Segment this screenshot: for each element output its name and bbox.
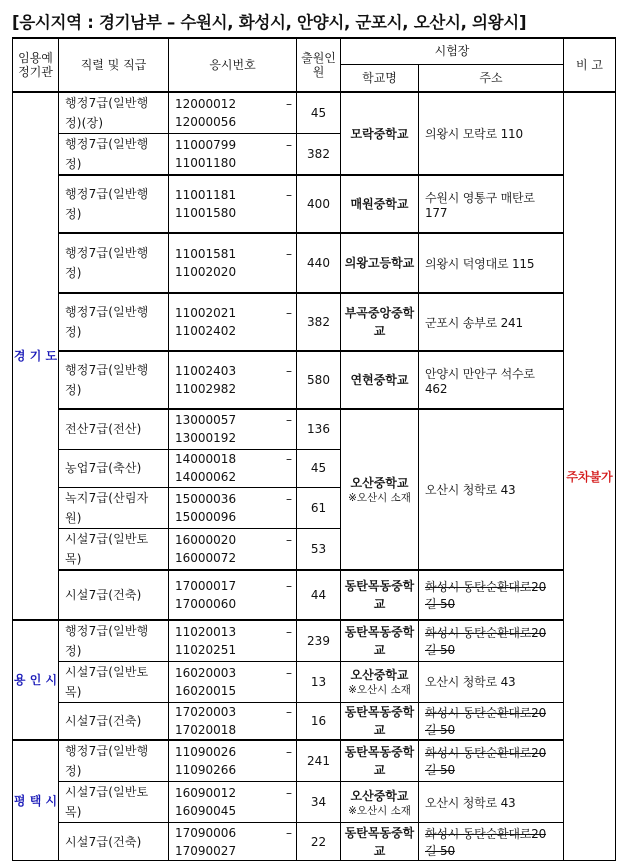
school-cell: 의왕고등학교 [341,233,419,293]
school-cell: 연현중학교 [341,351,419,409]
header-count: 출원인원 [297,38,341,92]
school-cell: 오산중학교 ※오산시 소재 [341,409,419,570]
count-cell: 400 [297,175,341,233]
job-cell: 행정7급(일반행정)(장) [59,92,169,134]
number-cell: 17020003 – 17020018 [169,702,297,740]
address-cell: 수원시 영통구 매탄로 177 [419,175,564,233]
number-cell: 17090006 – 17090027 [169,823,297,861]
job-cell: 시설7급(건축) [59,823,169,861]
org-yongin: 용 인 시 [13,620,59,741]
number-cell: 11000799 – 11001180 [169,134,297,176]
job-cell: 농업7급(축산) [59,449,169,487]
count-cell: 34 [297,782,341,823]
number-cell: 11002021 – 11002402 [169,293,297,351]
count-cell: 45 [297,92,341,134]
count-cell: 241 [297,740,341,782]
job-cell: 녹지7급(산림자원) [59,487,169,528]
count-cell: 580 [297,351,341,409]
number-cell: 11001181 – 11001580 [169,175,297,233]
school-cell: 모락중학교 [341,92,419,175]
job-cell: 행정7급(일반행정) [59,620,169,662]
count-cell: 53 [297,528,341,570]
count-cell: 382 [297,134,341,176]
number-cell: 13000057 – 13000192 [169,409,297,449]
count-cell: 382 [297,293,341,351]
address-cell: 군포시 송부로 241 [419,293,564,351]
school-cell: 동탄목동중학교 [341,702,419,740]
address-cell: 오산시 청학로 43 [419,661,564,702]
address-cell: 화성시 동탄순환대로20길 50 [419,620,564,662]
address-cell: 의왕시 덕영대로 115 [419,233,564,293]
header-school: 학교명 [341,64,419,92]
address-cell: 의왕시 모락로 110 [419,92,564,175]
job-cell: 시설7급(건축) [59,570,169,620]
count-cell: 440 [297,233,341,293]
address-cell: 화성시 동탄순환대로20길 50 [419,740,564,782]
number-cell: 16020003 – 16020015 [169,661,297,702]
header-number: 응시번호 [169,38,297,92]
org-pyeongtaek: 평 택 시 [13,740,59,861]
school-cell: 동탄목동중학교 [341,740,419,782]
address-cell: 화성시 동탄순환대로20길 50 [419,823,564,861]
count-cell: 13 [297,661,341,702]
number-cell: 12000012 – 12000056 [169,92,297,134]
job-cell: 시설7급(일반토목) [59,661,169,702]
school-cell: 오산중학교 ※오산시 소재 [341,661,419,702]
header-remark: 비 고 [564,38,616,92]
number-cell: 15000036 – 15000096 [169,487,297,528]
exam-venue-table [12,37,616,861]
count-cell: 22 [297,823,341,861]
job-cell: 행정7급(일반행정) [59,351,169,409]
school-cell: 동탄목동중학교 [341,823,419,861]
header-job: 직렬 및 직급 [59,38,169,92]
header-venue: 시험장 [341,38,564,64]
job-cell: 시설7급(일반토목) [59,782,169,823]
job-cell: 시설7급(일반토목) [59,528,169,570]
header-address: 주소 [419,64,564,92]
job-cell: 시설7급(건축) [59,702,169,740]
number-cell: 11020013 – 11020251 [169,620,297,662]
job-cell: 행정7급(일반행정) [59,134,169,176]
job-cell: 전산7급(전산) [59,409,169,449]
school-cell: 동탄목동중학교 [341,570,419,620]
address-cell: 화성시 동탄순환대로20길 50 [419,570,564,620]
job-cell: 행정7급(일반행정) [59,175,169,233]
count-cell: 61 [297,487,341,528]
page-title: [응시지역 : 경기남부 – 수원시, 화성시, 안양시, 군포시, 오산시, 의왕시] [12,13,527,32]
number-cell: 11090026 – 11090266 [169,740,297,782]
job-cell: 행정7급(일반행정) [59,293,169,351]
number-cell: 11001581 – 11002020 [169,233,297,293]
count-cell: 239 [297,620,341,662]
school-cell: 동탄목동중학교 [341,620,419,662]
count-cell: 45 [297,449,341,487]
remark-cell: 주차불가 [564,92,616,861]
address-cell: 화성시 동탄순환대로20길 50 [419,702,564,740]
school-cell: 부곡중앙중학교 [341,293,419,351]
address-cell: 오산시 청학로 43 [419,409,564,570]
count-cell: 136 [297,409,341,449]
address-cell: 안양시 만안구 석수로 462 [419,351,564,409]
job-cell: 행정7급(일반행정) [59,740,169,782]
number-cell: 17000017 – 17000060 [169,570,297,620]
number-cell: 16000020 – 16000072 [169,528,297,570]
org-gyeonggi: 경 기 도 [13,92,59,620]
school-cell: 매원중학교 [341,175,419,233]
number-cell: 14000018 – 14000062 [169,449,297,487]
count-cell: 16 [297,702,341,740]
count-cell: 44 [297,570,341,620]
number-cell: 11002403 – 11002982 [169,351,297,409]
number-cell: 16090012 – 16090045 [169,782,297,823]
address-cell: 오산시 청학로 43 [419,782,564,823]
job-cell: 행정7급(일반행정) [59,233,169,293]
school-cell: 오산중학교 ※오산시 소재 [341,782,419,823]
header-org: 임용예정기관 [13,38,59,92]
